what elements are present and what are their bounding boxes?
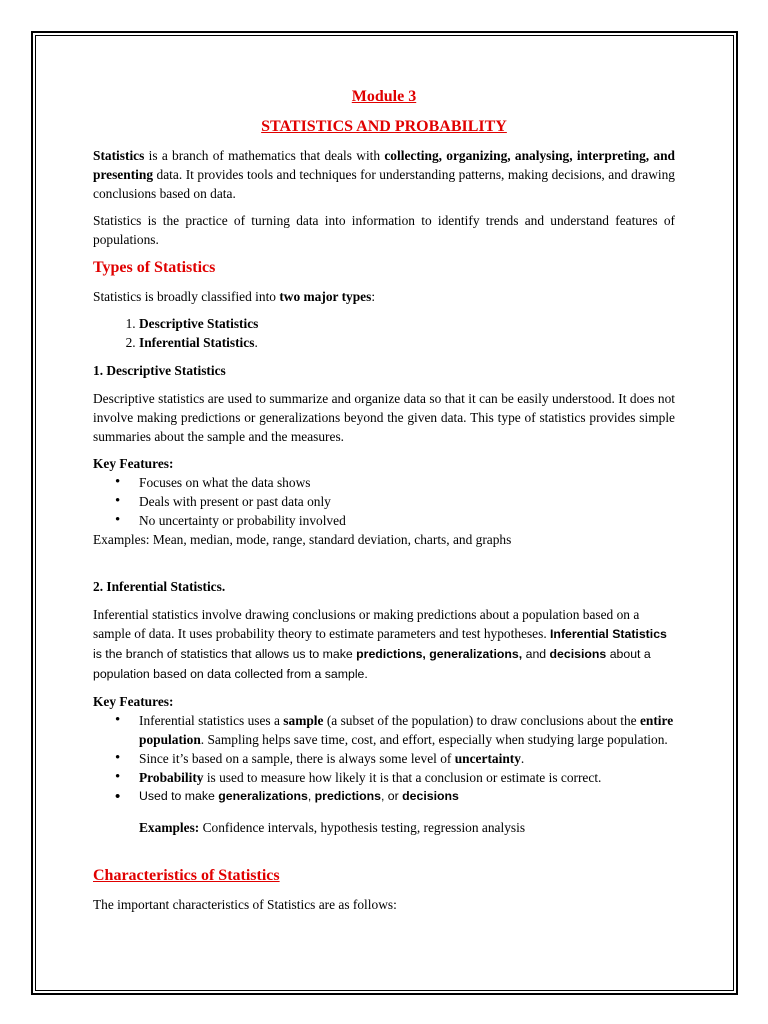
list-item: 1. Descriptive Statistics (139, 314, 675, 333)
intro-bold-activities: collecting, organizing, analysing, interpreting, and presenting (93, 148, 675, 182)
intro-paragraph-2: Statistics is the practice of turning data into information to identify trends and understand features of populations. (93, 213, 675, 247)
list-item: • Since it’s based on a sample, there is always some level of uncertainty. (139, 749, 675, 768)
list-item: • Deals with present or past data only (139, 492, 675, 511)
list-item: • Inferential statistics uses a sample (a subset of the population) to draw conclusions about the entire population. Sampling helps save time, cost, and effort, especially when studying large population. (139, 711, 675, 749)
descriptive-key-features-label: Key Features: (93, 456, 174, 471)
types-lead: Statistics is broadly classified into two major types: (93, 289, 376, 304)
list-item: 2. Inferential Statistics. (139, 333, 675, 352)
descriptive-heading: 1. Descriptive Statistics (93, 363, 226, 378)
list-item: • Used to make generalizations, predictions, or decisions (139, 787, 675, 806)
inferential-examples: Examples: Confidence intervals, hypothesis testing, regression analysis (139, 820, 526, 835)
descriptive-examples: Examples: Mean, median, mode, range, standard deviation, charts, and graphs (93, 532, 512, 547)
document-body (93, 86, 675, 922)
page-title: STATISTICS AND PROBABILITY (261, 118, 507, 135)
characteristics-lead: The important characteristics of Statistics are as follows: (93, 897, 397, 912)
list-item: • No uncertainty or probability involved (139, 511, 675, 530)
descriptive-body: Descriptive statistics are used to summarize and organize data so that it can be easily understood. It does not involve making predictions or generalizations beyond the given data. This type of statistics provides simple summaries about the sample and the measures. (93, 391, 675, 444)
list-item: • Probability is used to measure how likely it is that a conclusion or estimate is correct. (139, 768, 675, 787)
inferential-features-list (93, 711, 675, 806)
module-title: Module 3 (351, 88, 417, 105)
descriptive-features-list (93, 473, 675, 530)
inferential-heading: 2. Inferential Statistics. (93, 579, 226, 594)
inferential-key-features-label: Key Features: (93, 694, 174, 709)
types-heading: Types of Statistics (93, 259, 216, 276)
intro-bold-statistics: Statistics (93, 148, 145, 163)
intro-paragraph-1: Statistics is a branch of mathematics that deals with collecting, organizing, analysing, interpreting, and presenting data. It provides tools and techniques for understanding patterns, making decisions, and drawing conclusions based on data. (93, 148, 675, 201)
inferential-body: Inferential statistics involve drawing conclusions or making predictions about a population based on a sample of data. It uses probability theory to estimate parameters and test hypotheses. Inferential Statistics is the branch of statistics that allows us to make predictions, generalizations, and decisions about a population based on data collected from a sample. (93, 607, 667, 681)
characteristics-heading: Characteristics of Statistics (93, 867, 280, 884)
types-list (93, 314, 675, 352)
list-item: • Focuses on what the data shows (139, 473, 675, 492)
